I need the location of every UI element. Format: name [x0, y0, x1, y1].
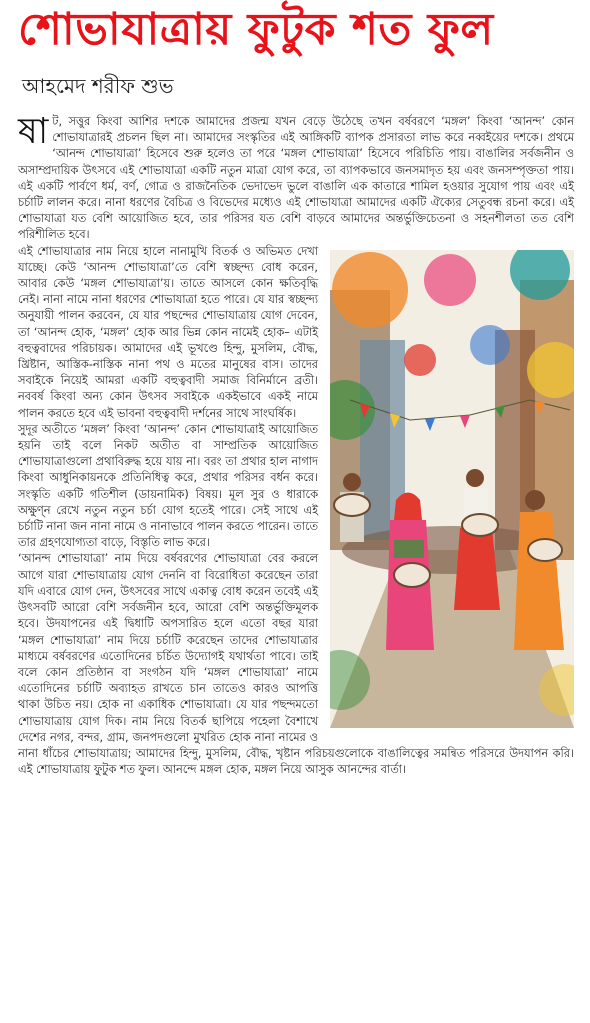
author-byline: আহমেদ শরীফ শুভ: [22, 74, 174, 98]
paragraph-3: সুদূর অতীতে ‘মঙ্গল’ কিংবা ‘আনন্দ’ কোন শোভাযাত্রাই আয়োজিত হয়নি তাই বলে নিকট অতীত বা সাম্প্রতিক আয়োজিত শোভাযাত্রাগুলো প্রথাবিরুদ্ধ হয়ে যায় না। বরং তা প্রথার হাল নাগাদ কিংবা আধুনিকায়নকে প্রতিনিধিত্ব করে, প্রথার পরিসর বর্ধন করে। সংস্কৃতি একটি গতিশীল (ডায়নামিক) বিষয়। মূল সুর ও ধারাকে অক্ষুণ্ন রেখে নতুন নতুন চর্চা যোগ হতেই পারে। সেই সাথে এই চর্চাটি নানা জন নানা নামে ও নানাভাবে পালন করতে পারেন। তাতে তার গ্রহণযোগ্যতা বাড়ে, বিস্তৃতি লাভ করে।: [18, 422, 318, 550]
drum-left: [394, 563, 430, 587]
procession-illustration-svg: [330, 250, 574, 728]
splash-blue: [470, 325, 510, 365]
paragraph-4: ‘আনন্দ শোভাযাত্রা’ নাম দিয়ে বর্ষবরণের শোভাযাত্রা বের করলে আগে যারা শোভাযাত্রায় যোগ দেননি বা বিরোধিতা করেছেন তারা যদি এবারে যোগ দেন, উৎসবের সাথে একাত্ব বোধ করেন তবেই এই উৎসবটি আরো বেশি সর্বজনীন হবে, আরো বেশি অন্তর্ভুক্তিমূলক হবে। উদযাপনের এই দ্বিধাটি অপসারিত হলে এতো বছর যারা ‘মঙ্গল শোভাযাত্রা’ নাম দিয়ে চর্চাটি করেছেন তাদের শোভাযাত্রার মাধ্যমে বর্ষবরণের এতোদিনের চর্চিত উদ্যোগই যথার্থতা পাবে। তাই বলে কোন প্রতিষ্ঠান বা সংগঠন যদি ‘মঙ্গল শোভাযাত্রা’ নামে এতোদিনের চর্চাটি অব্যাহত রাখতে চান তাতেও কারও আপত্তি থাকা উচিত নয়। হোক না একাধিক শোভাযাত্রা। যে যার পছন্দমতো শোভাযাত্রায় যোগ দিক। নাম নিয়ে বিতর্ক ছাপিয়ে পহেলা বৈশাখে দেশের নগর, বন্দর, গ্রাম, জনপদগুলো মুখরিত হোক নানা নামের ও নানা ধাঁচের শোভাযাত্রায়; আমাদের হিন্দু, মুসলিম, বৌদ্ধ, খৃষ্টান পরিচয়গুলোকে বাঙালিত্বের সমন্বিত পরিসরে উদযাপন করি। এই শোভাযাত্রায় ফুটুক শত ফুল। আনন্দে মঙ্গল হোক, মঙ্গল নিয়ে আসুক আনন্দের বার্তা।: [18, 552, 574, 777]
drummer-center-head: [466, 469, 484, 487]
drum-right: [528, 539, 562, 561]
procession-illustration: [330, 250, 574, 728]
drummer-left-head: [343, 473, 361, 491]
splash-red: [404, 344, 436, 376]
dropcap: ষা: [18, 111, 49, 152]
headline: শোভাযাত্রায় ফুটুক শত ফুল: [18, 4, 494, 55]
paragraph-1: [18, 111, 574, 244]
drum-far-left: [334, 494, 370, 516]
dancer-left-sash: [394, 540, 424, 558]
paragraph-1-text: ট, সত্তুর কিংবা আশির দশকে আমাদের প্রজন্ম যখন বেড়ে উঠেছে তখন বর্ষবরণে ‘মঙ্গল’ কিংবা ‘আনন্দ’ কোন শোভাযাত্রারই প্রচলন ছিল না। আমাদের সংস্কৃতির এই আঙ্গিকটি ব্যাপক প্রসারতা লাভ করে নব্বইয়ের দশকে। প্রথমে ‘আনন্দ শোভাযাত্রা’ হিসেবে শুরু হলেও তা পরে ‘মঙ্গল শোভাযাত্রা’ হিসেবে পরিচিতি পায়। বাঙালির সর্বজনীন ও অসাম্প্রদায়িক উৎসবে এই শোভাযাত্রা একটি নতুন মাত্রা যোগ করে, তা ব্যাপকভাবে জনসমাদৃত হয় এবং জনসম্পৃক্ততা পায়। এই একটি পার্বণে ধর্ম, বর্ণ, গোত্র ও রাজনৈতিক ভেদাভেদ ভুলে বাঙালি এক কাতারে শামিল হওয়ার সুযোগ পায় এবং এই চর্চাটি লালন করে। নানা ধরণের বৈচিত্র ও বিভেদের মধ্যেও এই শোভাযাত্রা আমাদের একটি ঐক্যের সেতুবন্ধ রচনা করে। এই শোভাযাত্রা যত বেশি আয়োজিত হবে, তার পরিসর যত বেশি বাড়বে আমাদের অন্তর্ভুক্তিচেতনা ও সহনশীলতা তত বেশি পরিশীলিত হবে।: [18, 115, 574, 242]
splash-pink: [424, 254, 476, 306]
paragraph-2: এই শোভাযাত্রার নাম নিয়ে হালে নানামুখি বিতর্ক ও অভিমত দেখা যাচ্ছে। কেউ ‘আনন্দ শোভাযাত্রা’তে বেশি স্বচ্ছন্দ্য বোধ করেন, আবার কেউ ‘মঙ্গল শোভাযাত্রা’য়। তাতে আসলে কোন ক্ষতিবৃদ্ধি নেই। নানা নামে নানা ধরণের শোভাযাত্রা হতে পারে। যে যার স্বচ্ছন্দ্য অনুযায়ী পালন করবেন, যে যার পছন্দের শোভাযাত্রায় যোগ দেবেন, তা ‘আনন্দ হোক, ‘মঙ্গল’ হোক আর ভিন্ন কোন নামেই হোক– এটাই বহুত্ববাদের পরিচায়ক। আমাদের এই ভূখণ্ডে হিন্দু, মুসলিম, বৌদ্ধ, খ্রিষ্টান, আস্তিক-নাস্তিক নানা পথ ও মতের মানুষের বাস। তাদের সবাইকে নিয়েই আমরা একটি বহুত্ববাদী সমাজ বিনির্মানে ব্রতী। নববর্ষ কিংবা অন্য কোন উৎসব সবাইকে একইভাবে একই নামে পালন করতে হবে এই ভাবনা বহুত্ববাদী দর্শনের সাথে সাংঘর্ষিক।: [18, 244, 318, 420]
article-body: [18, 111, 574, 778]
drum-center: [462, 514, 498, 536]
splash-orange: [332, 252, 408, 328]
drummer-center-dhoti: [454, 528, 500, 610]
dancer-right-head: [525, 490, 545, 510]
